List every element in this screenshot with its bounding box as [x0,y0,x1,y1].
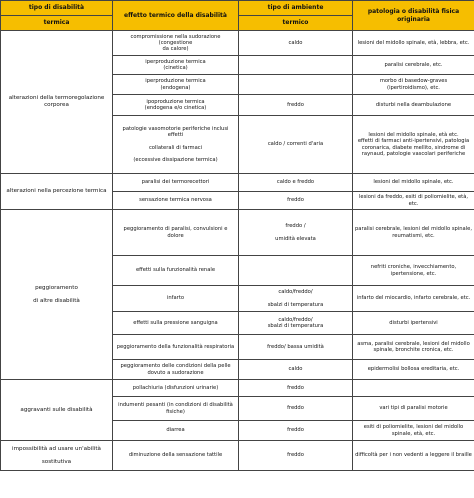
header-col1-bottom: termica [1,16,113,31]
effect-cell: effetti sulla pressione sanguigna [113,312,239,335]
group-label: aggravanti sulle disabilità [1,380,113,441]
header-row [1,1,474,16]
environment-cell [239,75,353,95]
pathology-cell: vari tipi di paralisi motorie [353,397,474,421]
pathology-cell: esiti di poliomielite, lesioni del midollo spinale, età, etc. [353,421,474,441]
pathology-cell: disturbi ipertensivi [353,312,474,335]
effect-cell: patologie vasomotorie periferiche inclusi effetti collaterali di farmaci (eccessive dissipazione termica) [113,116,239,174]
group-label: alterazioni nella percezione termica [1,174,113,210]
pathology-cell: lesioni del midollo spinale, etc. [353,174,474,192]
pathology-cell: disturbi nella deambulazione [353,95,474,116]
environment-cell [239,56,353,75]
effect-cell: effetti sulla funzionalità renale [113,256,239,286]
environment-cell: freddo [239,421,353,441]
environment-cell: caldo/freddo/ sbalzi di temperatura [239,312,353,335]
environment-cell [239,256,353,286]
effect-cell: iperproduzione termica (endogena) [113,75,239,95]
group-label: peggioramento di altre disabilità [1,210,113,380]
environment-cell: freddo [239,441,353,471]
pathology-cell: lesioni del midollo spinale, età, lebbra, etc. [353,31,474,56]
effect-cell: infarto [113,286,239,312]
effect-cell: pollachiuria (disfunzioni urinarie) [113,380,239,397]
table-row [1,441,474,471]
environment-cell: caldo/freddo/ sbalzi di temperatura [239,286,353,312]
header-col1-top: tipo di disabilità [1,1,113,16]
header-pathology: patologia o disabilità fisica originaria [353,1,474,31]
pathology-cell: paralisi cerebrale, etc. [353,56,474,75]
effect-cell: peggioramento della funzionalità respiratoria [113,335,239,360]
pathology-cell: morbo di basedow-graves (ipertiroidismo), etc. [353,75,474,95]
pathology-cell: difficoltà per i non vedenti a leggere il braille [353,441,474,471]
pathology-cell: epidermolisi bollosa ereditaria, etc. [353,360,474,380]
pathology-cell: nefriti croniche, invecchiamento, ipertensione, etc. [353,256,474,286]
environment-cell: freddo [239,95,353,116]
pathology-cell: lesioni del midollo spinale, età etc. effetti di farmaci anti-ipertensivi, patologia coronarica, diabete mellito, sindrome di raynaud, patologie vascolari periferiche [353,116,474,174]
effect-cell: paralisi dei termorecettori [113,174,239,192]
effect-cell: diarrea [113,421,239,441]
environment-cell: freddo/ bassa umidità [239,335,353,360]
environment-cell: freddo [239,397,353,421]
header-col3-top: tipo di ambiente [239,1,353,16]
table-row [1,31,474,56]
table-row [1,380,474,397]
table-row [1,210,474,256]
effect-cell: diminuzione della sensazione tattile [113,441,239,471]
header-col3-bottom: termico [239,16,353,31]
effect-cell: sensazione termica nervosa [113,192,239,210]
environment-cell: freddo / umidità elevata [239,210,353,256]
environment-cell: caldo / correnti d'aria [239,116,353,174]
table-row [1,174,474,192]
environment-cell: freddo [239,380,353,397]
pathology-cell [353,380,474,397]
group-label: alterazioni della termoregolazione corporea [1,31,113,174]
effect-cell: iperproduzione termica (cinetica) [113,56,239,75]
environment-cell: freddo [239,192,353,210]
effect-cell: peggioramento di paralisi, convulsioni e dolore [113,210,239,256]
environment-cell: caldo [239,31,353,56]
group-label: impossibilità ad usare un'abilità sostitutiva [1,441,113,471]
effect-cell: compromissione nella sudorazione (congestione da calore) [113,31,239,56]
effect-cell: peggioramento delle condizioni della pelle dovuto a sudorazione [113,360,239,380]
effect-cell: ipoproduzione termica (endogena e/o cinetica) [113,95,239,116]
pathology-cell: lesioni da freddo, esiti di poliomielite, età, etc. [353,192,474,210]
pathology-cell: asma, paralisi cerebrale, lesioni del midollo spinale, bronchite cronica, etc. [353,335,474,360]
pathology-cell: paralisi cerebrale, lesioni del midollo spinale, reumatismi, etc. [353,210,474,256]
effect-cell: indumenti pesanti (in condizioni di disabilità fisiche) [113,397,239,421]
environment-cell: caldo [239,360,353,380]
environment-cell: caldo e freddo [239,174,353,192]
header-effect: effetto termico della disabilità [113,1,239,31]
pathology-cell: infarto del miocardio, infarto cerebrale, etc. [353,286,474,312]
